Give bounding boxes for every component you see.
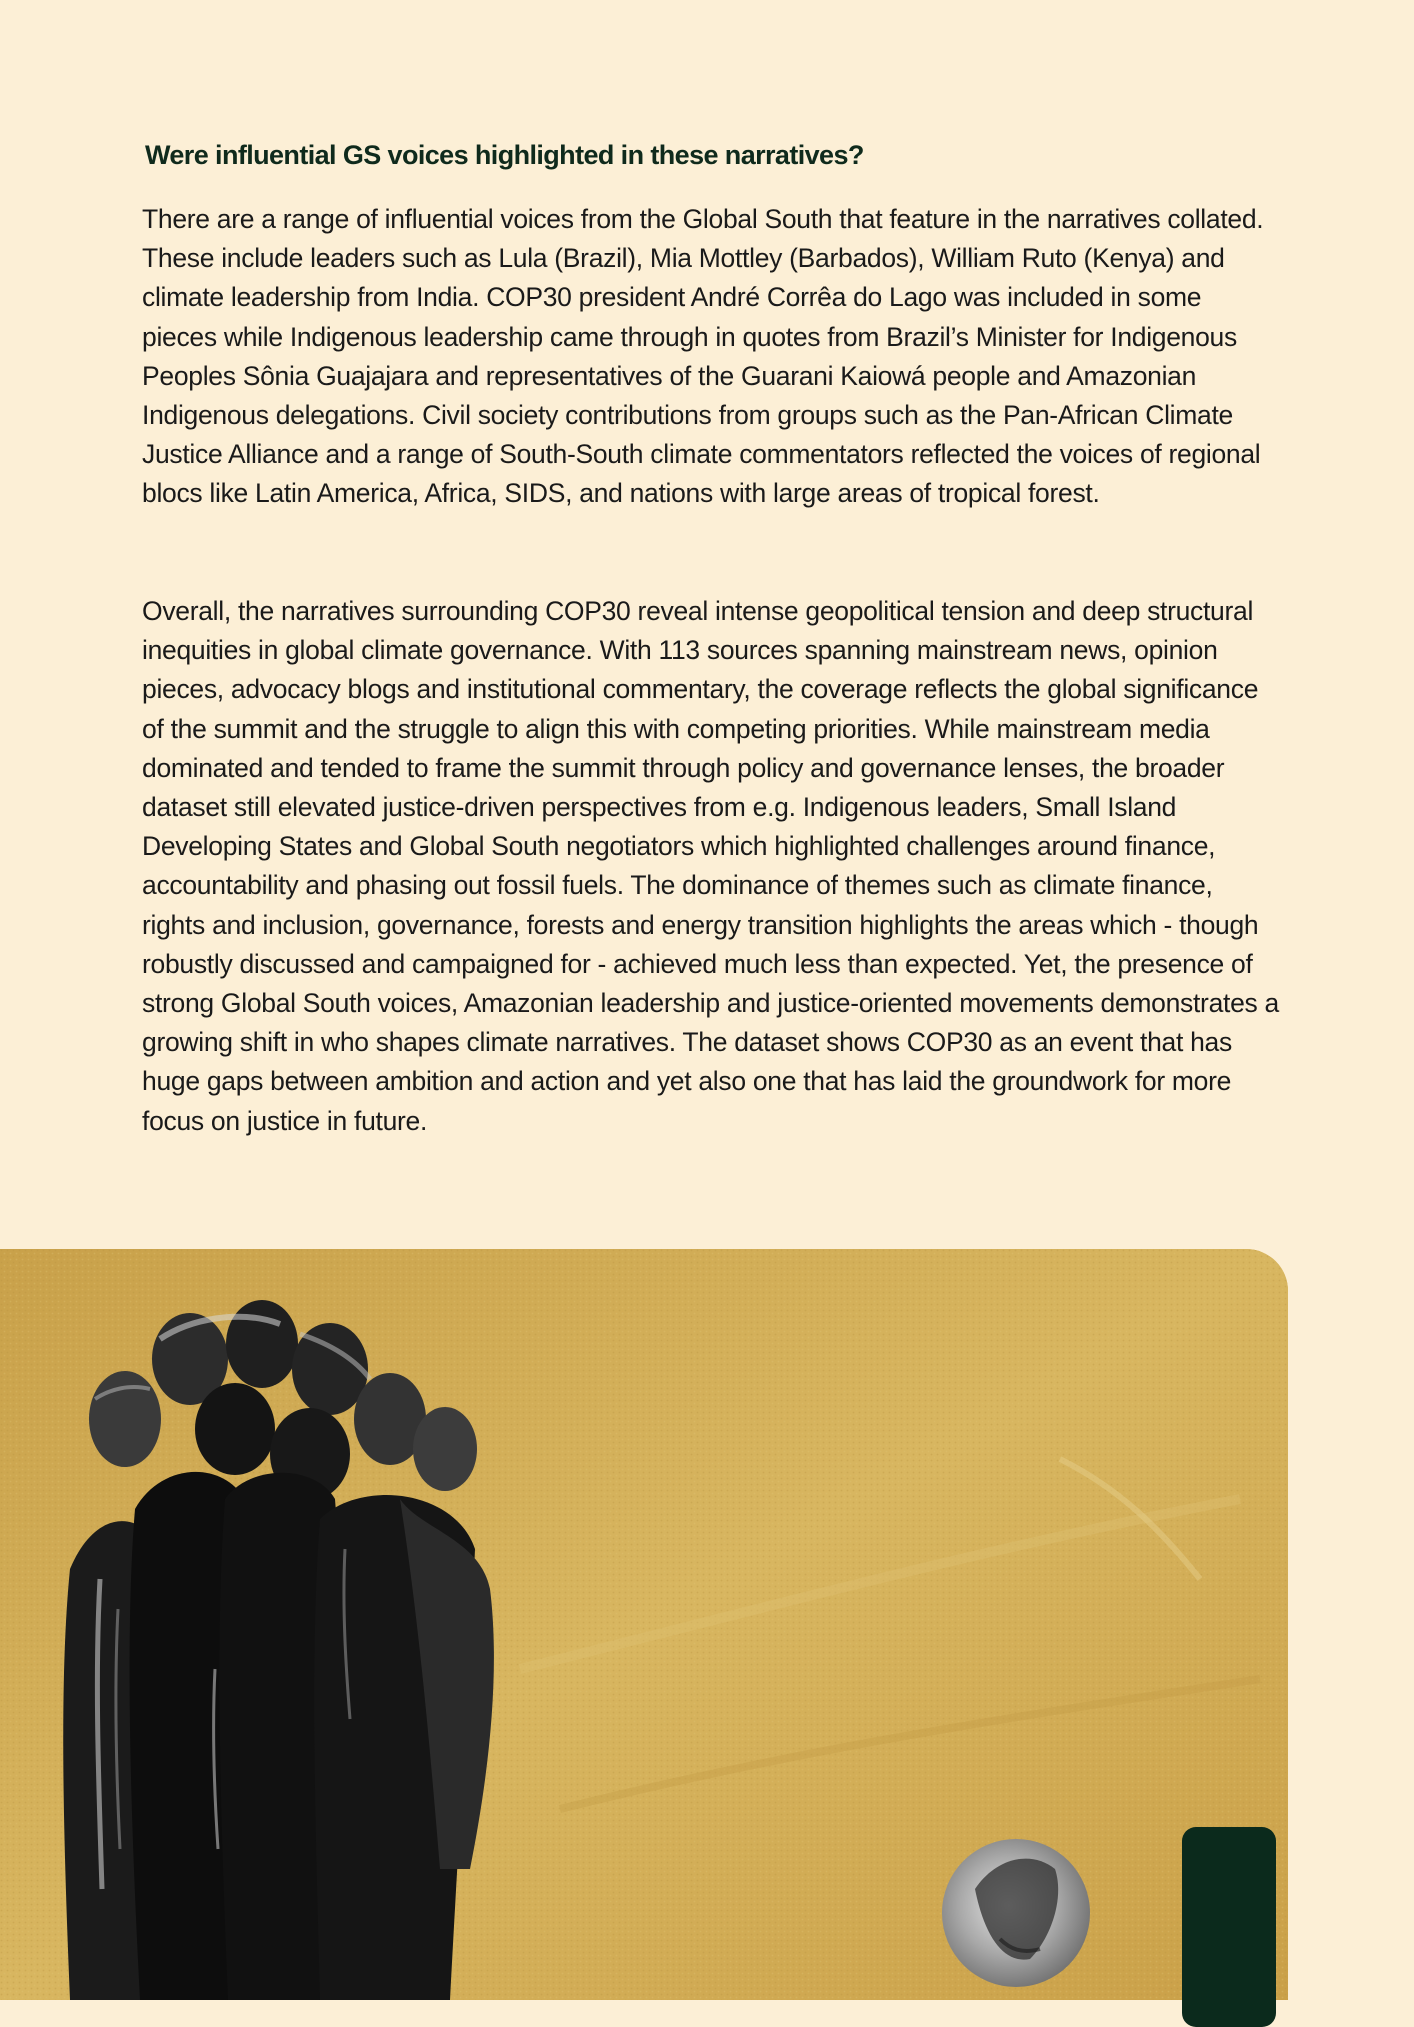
accent-tab bbox=[1182, 1827, 1276, 2027]
body-paragraph-1: There are a range of influential voices from the Global South that feature in the narratives collated. These include leaders such as Lula (Brazil), Mia Mottley (Barbados), William Ruto (Kenya) and climate leadership from India. COP30 president André Corrêa do Lago was included in some pieces while Indigenous leadership came through in quotes from Brazil’s Minister for Indigenous Peoples Sônia Guajajara and representatives of the Guarani Kaiowá people and Amazonian Indigenous delegations. Civil society contributions from groups such as the Pan-African Climate Justice Alliance and a range of South-South climate commentators reflected the voices of regional blocs like Latin America, Africa, SIDS, and nations with large areas of tropical forest. bbox=[142, 204, 1264, 509]
painting-figures-and-moon-icon bbox=[0, 1249, 1288, 2000]
section-heading: Were influential GS voices highlighted in these narratives? bbox=[145, 140, 864, 170]
body-paragraph-2: Overall, the narratives surrounding COP30 reveal intense geopolitical tension and deep structural inequities in global climate governance. With 113 sources spanning mainstream news, opinion pieces, advocacy blogs and institutional commentary, the coverage reflects the global significance of the summit and the struggle to align this with competing priorities. While mainstream media dominated and tended to frame the summit through policy and governance lenses, the broader dataset still elevated justice-driven perspectives from e.g. Indigenous leaders, Small Island Developing States and Global South negotiators which highlighted challenges around finance, accountability and phasing out fossil fuels. The dominance of themes such as climate finance, rights and inclusion, governance, forests and energy transition highlights the areas which - though robustly discussed and campaigned for - achieved much less than expected. Yet, the presence of strong Global South voices, Amazonian leadership and justice-oriented movements demonstrates a growing shift in who shapes climate narratives. The dataset shows COP30 as an event that has huge gaps between ambition and action and yet also one that has laid the groundwork for more focus on justice in future. bbox=[142, 596, 1279, 1136]
painting-image bbox=[0, 1249, 1288, 2000]
